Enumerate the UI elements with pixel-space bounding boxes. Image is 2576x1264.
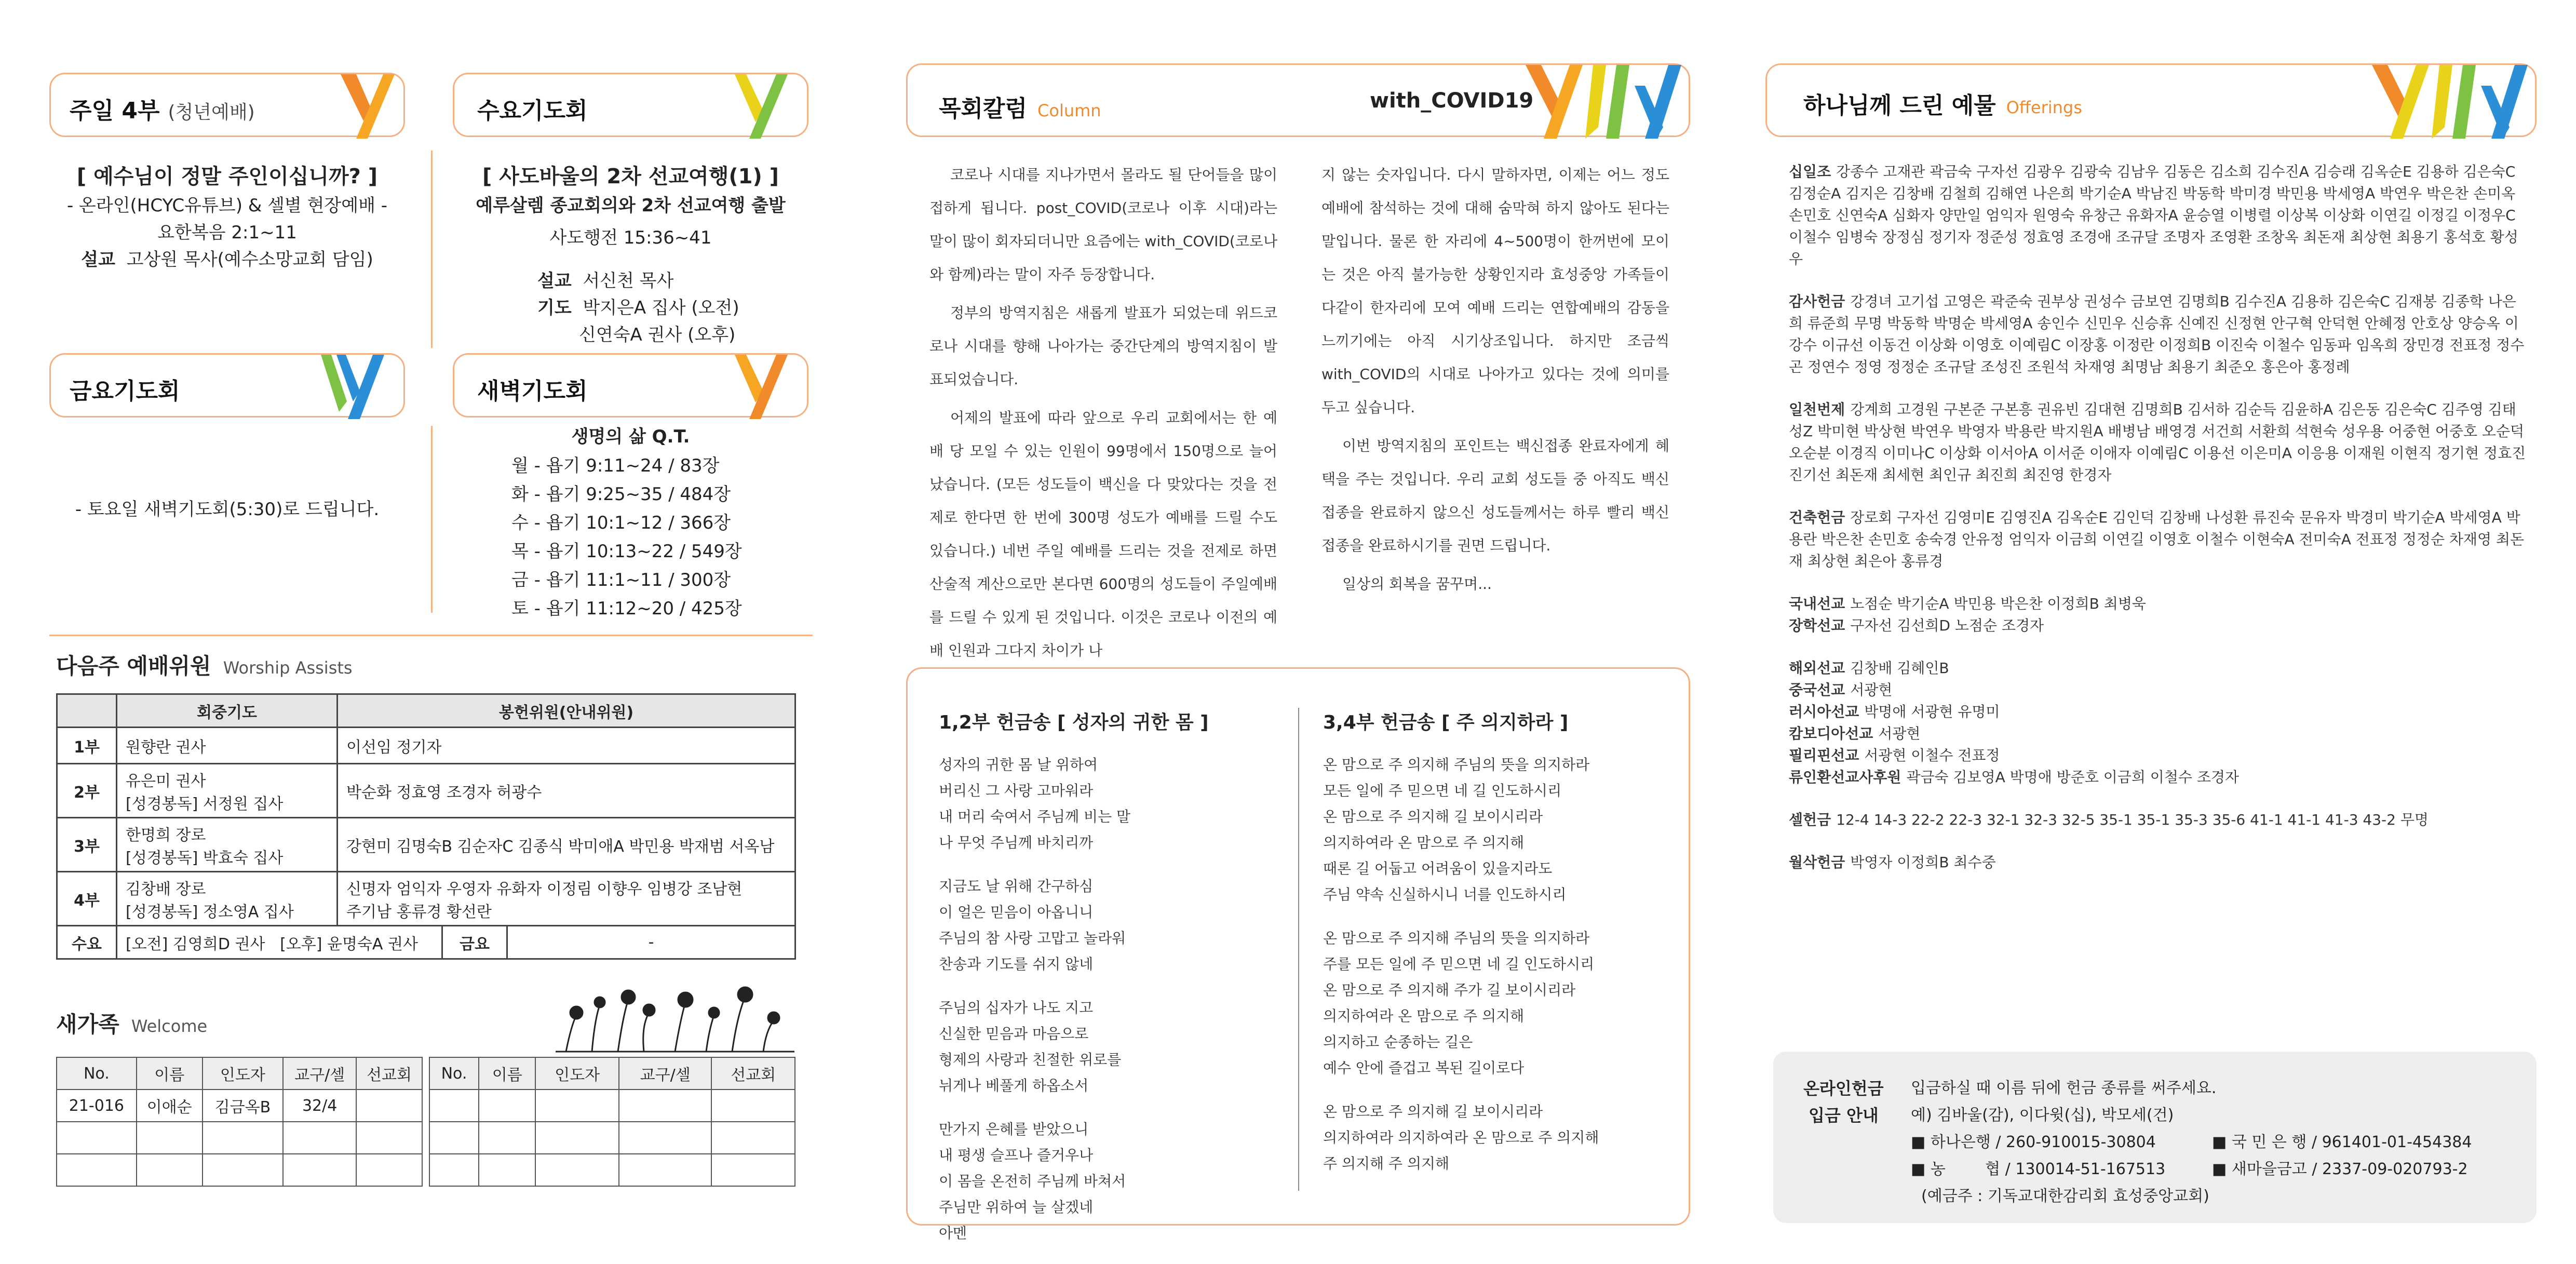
wednesday-people <box>537 267 797 348</box>
sunday4-scripture: 요한복음 2:1~11 <box>157 222 297 243</box>
dawn-day: 화 - 욥기 9:25~35 / 484장 <box>511 484 731 505</box>
offering-names: 강계희 고경원 구본준 구본흥 권유빈 김대현 김명희B 김서하 김순득 김윤하A 김은동 김은숙C 김주영 김태성Z 박미현 박상현 박연우 박영자 박용란 박지원A 배병남 배영경 서건희 서환희 석현숙 성우용 어중현 어중호 오순덕 오순분 이경직 이미나C 이상화 이서아A 이서준 이애자 이예림C 이용선 이은미A 이응용 이재원 이현직 정기현 정효진 진기선 최돈재 최세현 최인규 최진희 최진영 한경자 <box>1789 401 2526 483</box>
column-right-text <box>1321 158 1669 606</box>
sunday4-preacher: 고상원 목사(예수소망교회 담임) <box>126 249 373 270</box>
col-header: 인도자 <box>203 1057 284 1090</box>
prayer-cell: 한명희 장로 [성경봉독] 박효숙 집사 <box>117 818 338 872</box>
wed-afternoon: [오후] 윤명숙A 권사 <box>280 935 418 953</box>
offering-label: 중국선교 <box>1789 681 1845 698</box>
stripe-decoration-icon <box>724 355 792 419</box>
offering-group <box>1789 657 2526 788</box>
dawn-day: 목 - 욥기 10:13~22 / 549장 <box>511 541 742 562</box>
column-paragraph: 정부의 방역지침은 새롭게 발표가 되었는데 위드코로나 시대를 향해 나아가는 중간단계의 방역지침이 발표되었습니다. <box>929 304 1277 388</box>
newcomers-title: 새가족 <box>56 1012 119 1037</box>
stripe-decoration-icon <box>1520 65 1687 139</box>
fri-value: - <box>507 926 795 959</box>
col-header: 인도자 <box>535 1057 619 1090</box>
col-header: 교구/셀 <box>283 1057 356 1090</box>
offerings-list <box>1789 161 2526 894</box>
column-title: 목회칼럼 <box>939 96 1028 122</box>
wednesday-line1: 예루살렘 종교회의와 2차 선교여행 출발 <box>476 195 786 216</box>
offering-label: 월삭헌금 <box>1789 854 1845 871</box>
sunday4-preacher-label: 설교 <box>81 249 115 270</box>
stripe-decoration-icon <box>2367 65 2533 139</box>
offering-group <box>1789 809 2526 831</box>
offering-cell: 강현미 김명숙B 김순자C 김종식 박미애A 박민용 박재범 서옥남 <box>338 818 795 872</box>
offering-label: 해외선교 <box>1789 660 1845 677</box>
assists-title: 다음주 예배위원 <box>56 653 211 679</box>
table-row <box>57 872 795 926</box>
col-header: 이름 <box>137 1057 203 1090</box>
col-header: 이름 <box>479 1057 535 1090</box>
offering-names: 곽금숙 김보영A 박명애 방준호 이금희 이철수 조경자 <box>1906 769 2239 786</box>
column-paragraph: 이번 방역지침의 포인트는 백신접종 완료자에게 혜택을 주는 것입니다. 우리 교회 성도들 중 아직도 백신 접종을 완료하지 않으신 성도들께서는 하루 빨리 백신접종을 완료하시기를 권면 드립니다. <box>1321 437 1669 554</box>
offering-names: 강경녀 고기섭 고영은 곽준숙 권부상 권성수 금보연 김명희B 김수진A 김용하 김은숙C 김재봉 김종학 나은희 류준희 무명 박동학 박명순 박세영A 송인수 신민우 신승휴 신예진 신정현 안구혁 안덕현 안혜정 안호상 양승옥 이강수 이규선 이동건 이상화 이영호 이예림C 이장홍 이정란 이정희B 이진숙 이철수 임동파 임옥희 장민경 전표정 정수곤 정연수 정영 정정순 조규달 조성진 조원석 차재영 최명남 최용기 최준오 홍은아 홍정례 <box>1789 293 2525 375</box>
wednesday-preacher: 서신천 목사 <box>583 271 674 291</box>
dawn-header <box>453 353 808 418</box>
offering-names: 서광현 <box>1850 681 1893 698</box>
friday-header <box>49 353 405 418</box>
cell: 이애순 <box>137 1090 203 1122</box>
column-subtitle: Column <box>1037 101 1101 120</box>
col-header: No. <box>57 1057 137 1090</box>
offering-names: 노점순 박기순A 박민용 박은찬 이정희B 최병욱 <box>1850 595 2146 612</box>
offering-label: 캄보디아선교 <box>1789 725 1873 742</box>
offerings-subtitle: Offerings <box>2006 98 2082 117</box>
offering-cell: 박순화 정효영 조경자 허광수 <box>338 764 795 818</box>
offerings-title: 하나님께 드린 예물 <box>1803 92 1996 119</box>
table-row <box>57 926 795 959</box>
stripe-decoration-icon <box>724 74 792 139</box>
offering-names: 강종수 고재관 곽금숙 구자선 김광우 김광숙 김남우 김동은 김소희 김수진A 김승래 김옥순E 김용하 김은숙C 김정순A 김지은 김창배 김철희 김해연 나은희 박기순A 박남진 박동학 박미경 박민용 박세영A 박연우 박은찬 손미옥 손민호 신연숙A 심화자 양만일 엄익자 원영숙 유창근 유화자A 윤승열 이병렬 이상복 이상화 이연길 이정길 이정우C 이철수 임병숙 장정심 정기자 정준성 정효영 조경애 조규달 조명자 조영환 조창옥 최돈재 최상현 최용기 홍석호 황성우 <box>1789 163 2518 267</box>
sunday4-subtitle: (청년예배) <box>168 102 255 123</box>
col-header: 선교회 <box>356 1057 422 1090</box>
online-details <box>1911 1075 2529 1210</box>
sunday4-line1: - 온라인(HCYC유튜브) & 셀별 현장예배 - <box>66 195 388 216</box>
col-header: 교구/셀 <box>619 1057 711 1090</box>
table-row <box>429 1154 795 1186</box>
offering-group <box>1789 161 2526 270</box>
hymn-stanza: 지금도 날 위해 간구하심 이 얼은 믿음이 아옵니니 주님의 참 사랑 고맙고 놀라워 찬송과 기도를 쉬지 않네 <box>939 878 1126 973</box>
dawn-subtitle: 생명의 삶 Q.T. <box>571 426 690 447</box>
table-row <box>57 1090 422 1122</box>
offering-label: 건축헌금 <box>1789 509 1845 526</box>
assists-table <box>56 693 796 960</box>
flowers-decoration-icon <box>556 984 800 1057</box>
column-header <box>906 63 1690 137</box>
assists-header-prayer: 회중기도 <box>117 694 338 728</box>
offering-cell: 이선임 정기자 <box>338 728 795 764</box>
offering-names: 12-4 14-3 22-2 22-3 32-1 32-3 32-5 35-1 35-1 35-3 35-6 41-1 41-1 41-3 43-2 무명 <box>1836 811 2429 828</box>
hymn-right-lyrics <box>1323 752 1676 1194</box>
assists-subtitle: Worship Assists <box>223 658 353 678</box>
account-holder: (예금주 : 기독교대한감리회 효성중앙교회) <box>1921 1187 2209 1205</box>
newcomers-heading <box>56 1007 207 1039</box>
offering-names: 장로회 구자선 김영미E 김영진A 김옥순E 김인덕 김창배 나성환 류진숙 문유자 박경미 박기순A 박세영A 박용란 박은찬 손민호 송숙경 안유정 엄익자 이금희 이연길 이영호 이철수 이현숙A 전미숙A 전표정 정정순 차재영 최돈재 최상현 최은아 홍류경 <box>1789 509 2525 570</box>
online-offering-box <box>1773 1052 2537 1223</box>
table-row <box>429 1090 795 1122</box>
svc-cell: 1부 <box>57 728 117 764</box>
offering-names: 박명애 서광현 유명미 <box>1864 703 2000 720</box>
wednesday-preacher-label: 설교 <box>537 271 572 291</box>
col-header: 선교회 <box>711 1057 795 1090</box>
dawn-day: 토 - 욥기 11:12~20 / 425장 <box>511 598 742 619</box>
friday-title: 금요기도회 <box>70 378 180 405</box>
fri-label: 금요 <box>442 926 507 959</box>
column-paragraph: 일상의 회복을 꿈꾸며... <box>1342 575 1492 593</box>
hymn-stanza: 만가지 은혜를 받았으니 내 평생 슬프나 즐거우나 이 몸을 온전히 주님께 바쳐서 주님만 위하여 늘 살겠네 아멘 <box>939 1121 1126 1242</box>
cell: 32/4 <box>283 1090 356 1122</box>
table-row <box>57 1154 422 1186</box>
wed-label: 수요 <box>57 926 117 959</box>
prayer-cell: 김창배 장로 [성경봉독] 정소영A 집사 <box>117 872 338 926</box>
cell: 21-016 <box>57 1090 137 1122</box>
column-paragraph: 코로나 시대를 지나가면서 몰라도 될 단어들을 많이 접하게 됩니다. post_COVID(코로나 이후 시대)라는 말이 많이 회자되더니만 요즘에는 with_COVID(코로나와 함께)라는 말이 자주 등장합니다. <box>929 166 1277 283</box>
offering-names: 구자선 김선희D 노점순 조경자 <box>1850 617 2044 634</box>
offering-label: 감사헌금 <box>1789 293 1845 310</box>
offering-label: 러시아선교 <box>1789 703 1859 720</box>
online-line2: 예) 김바울(감), 이다윗(십), 박모세(건) <box>1911 1106 2174 1124</box>
offering-label: 일천번제 <box>1789 401 1845 418</box>
wednesday-prayer2: 신연숙A 권사 (오후) <box>579 325 736 345</box>
assists-heading <box>56 649 353 680</box>
bank-account: ■ 새마을금고 / 2337-09-020793-2 <box>2212 1160 2468 1178</box>
svc-cell: 3부 <box>57 818 117 872</box>
hymn-stanza: 성자의 귀한 몸 날 위하여 버리신 그 사랑 고마워라 내 머리 숙여서 주님께 비는 말 나 무엇 주님께 바치리까 <box>939 756 1131 851</box>
offering-names: 서광현 이철수 전표정 <box>1864 747 2000 764</box>
newcomers-table-right <box>429 1057 795 1187</box>
table-row <box>57 728 795 764</box>
stripe-decoration-icon <box>316 355 394 419</box>
offering-label: 류인환선교사후원 <box>1789 769 1901 786</box>
col-header: No. <box>429 1057 479 1090</box>
dawn-title: 새벽기도회 <box>477 378 588 405</box>
offering-label: 필리핀선교 <box>1789 747 1859 764</box>
wednesday-title: 수요기도회 <box>477 98 588 124</box>
newcomers-tables <box>56 1057 796 1187</box>
online-line1: 입금하실 때 이름 뒤에 헌금 종류를 써주세요. <box>1911 1079 2217 1097</box>
wednesday-prayer1: 박지은A 집사 (오전) <box>583 298 739 318</box>
offering-group <box>1789 852 2526 873</box>
svc-cell: 2부 <box>57 764 117 818</box>
sunday4-title: 주일 4부 <box>70 98 160 124</box>
hymn-left-lyrics <box>939 752 1276 1264</box>
column-paragraph: 어제의 발표에 따라 앞으로 우리 교회에서는 한 예배 당 모일 수 있는 인원이 99명에서 150명으로 늘어났습니다. (모든 성도들이 백신을 다 맞았다는 것을 전제로 한다면 한 번에 300명 성도가 예배를 드릴 수도 있습니다.) 네번 주일 예배를 드리는 것을 전제로 하면 산술적 계산으로만 본다면 600명의 성도들이 주일예배를 드릴 수 있게 된 것입니다. 이것은 코로나 이전의 예배 인원과 그다지 차이가 나 <box>929 409 1277 659</box>
sunday4-sermon-title: [ 예수님이 정말 주인이십니까? ] <box>76 165 378 189</box>
online-label1: 온라인헌금 <box>1803 1079 1884 1098</box>
hymns-box <box>906 667 1690 1242</box>
offering-names: 박영자 이정희B 최수중 <box>1850 854 1996 871</box>
dawn-days <box>511 452 802 623</box>
prayer-cell: 유은미 권사 [성경봉독] 서정원 집사 <box>117 764 338 818</box>
table-row <box>57 1122 422 1154</box>
offering-cell: 신명자 엄익자 우영자 유화자 이정림 이향우 임병강 조남현 주기남 홍류경 황선란 <box>338 872 795 926</box>
offering-label: 십일조 <box>1789 163 1831 180</box>
column-paragraph: 지 않는 숫자입니다. 다시 말하자면, 이제는 어느 정도 예배에 참석하는 것에 대해 숨막혀 하지 않아도 된다는 말입니다. 물론 한 자리에 4~500명이 한꺼번에 모이는 것은 아직 불가능한 상황인지라 효성중앙 가족들이 다같이 한자리에 모여 예배 드리는 연합예배의 감동을 느끼기에는 아직 시기상조입니다. 하지만 조금씩 with_COVID의 시대로 나아가고 있다는 것에 의미를 두고 싶습니다. <box>1321 166 1669 416</box>
hymn-stanza: 주님의 십자가 나도 지고 신실한 믿음과 마음으로 형제의 사랑과 친절한 위로를 뉘게나 베풀게 하옵소서 <box>939 999 1122 1094</box>
offering-names: 김창배 김혜인B <box>1850 660 1949 677</box>
friday-text: - 토요일 새벽기도회(5:30)로 드립니다. <box>75 499 380 520</box>
column-tag: with_COVID19 <box>1370 89 1534 113</box>
cell: 김금옥B <box>203 1090 284 1122</box>
offering-group <box>1789 507 2526 572</box>
offering-group <box>1789 399 2526 486</box>
offering-label: 장학선교 <box>1789 617 1845 634</box>
sunday4-header <box>49 73 405 137</box>
wednesday-prayer-label: 기도 <box>537 298 572 318</box>
column-left-text <box>929 158 1277 673</box>
newcomers-subtitle: Welcome <box>131 1016 208 1036</box>
offering-group <box>1789 593 2526 637</box>
wednesday-sermon-title: [ 사도바울의 2차 선교여행(1) ] <box>482 165 779 189</box>
offering-label: 국내선교 <box>1789 595 1845 612</box>
bank-account: ■ 농 협 / 130014-51-167513 <box>1911 1160 2166 1178</box>
wednesday-scripture: 사도행전 15:36~41 <box>549 227 712 248</box>
dawn-day: 월 - 욥기 9:11~24 / 83장 <box>511 455 720 476</box>
hymn-left-title: 1,2부 헌금송 [ 성자의 귀한 몸 ] <box>939 712 1209 733</box>
offering-group <box>1789 291 2526 378</box>
offering-names: 서광현 <box>1878 725 1921 742</box>
cell <box>356 1090 422 1122</box>
assists-header-offering: 봉헌위원(안내위원) <box>338 694 795 728</box>
hymn-stanza: 온 맘으로 주 의지해 주님의 뜻을 의지하라 모든 일에 주 믿으면 네 길 인도하시리 온 맘으로 주 의지해 길 보이시리라 의지하여라 온 맘으로 주 의지해 때론 길 어둡고 어려움이 있을지라도 주님 약속 신실하시니 너를 인도하시리 <box>1323 756 1590 903</box>
newcomers-table-left <box>56 1057 423 1187</box>
hymn-stanza: 온 맘으로 주 의지해 주님의 뜻을 의지하라 주를 모든 일에 주 믿으면 네 길 인도하시리 온 맘으로 주 의지해 주가 길 보이시리라 의지하여라 온 맘으로 주 의지해 의지하고 순종하는 길은 예수 안에 즐겁고 복된 길이로다 <box>1323 930 1595 1077</box>
dawn-day: 금 - 욥기 11:1~11 / 300장 <box>511 570 731 590</box>
sunday4-body <box>49 161 405 273</box>
offerings-header <box>1765 63 2537 137</box>
dawn-day: 수 - 욥기 10:1~12 / 366장 <box>511 513 731 533</box>
online-label2: 입금 안내 <box>1809 1106 1879 1125</box>
wednesday-body <box>453 161 808 251</box>
wed-morning: [오전] 김영희D 권사 <box>126 935 265 953</box>
wednesday-header <box>453 73 808 137</box>
table-row <box>57 818 795 872</box>
hymn-stanza: 온 맘으로 주 의지해 길 보이시리라 의지하여라 의지하여라 온 맘으로 주 의지해 주 의지해 주 의지해 <box>1323 1103 1599 1172</box>
prayer-cell: 원향란 권사 <box>117 728 338 764</box>
table-row <box>57 764 795 818</box>
svc-cell: 4부 <box>57 872 117 926</box>
online-labels <box>1803 1075 1884 1129</box>
bank-account: ■ 하나은행 / 260-910015-30804 <box>1911 1133 2156 1151</box>
stripe-decoration-icon <box>331 74 399 139</box>
hymn-right-title: 3,4부 헌금송 [ 주 의지하라 ] <box>1323 712 1569 733</box>
offering-label: 셀헌금 <box>1789 811 1831 828</box>
bank-account: ■ 국 민 은 행 / 961401-01-454384 <box>2212 1133 2472 1151</box>
table-row <box>429 1122 795 1154</box>
